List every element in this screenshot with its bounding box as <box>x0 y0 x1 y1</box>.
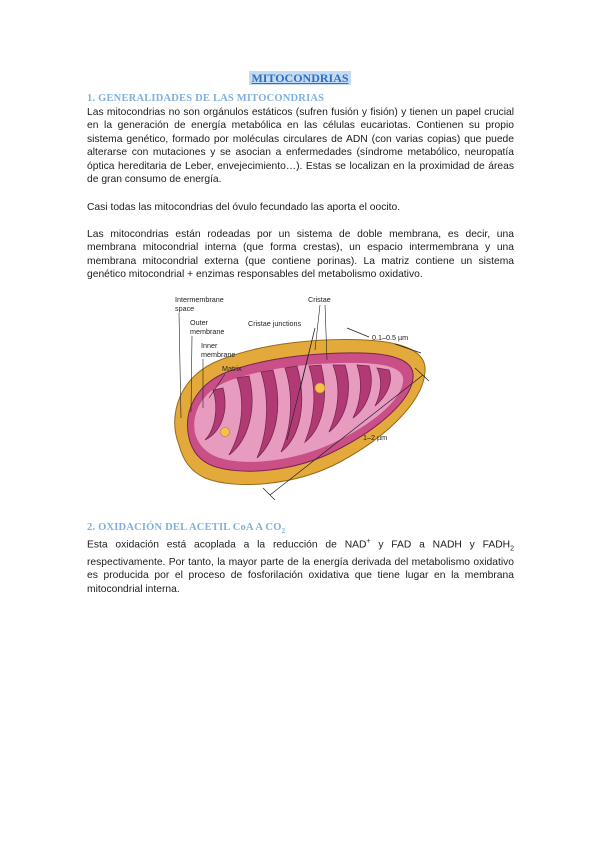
section-2-text-3: respectivamente. Por tanto, la mayor parte de la energía derivada del metabolismo oxidativo es producida por el proceso de fosforilación oxidativa que tiene lugar en la membrana mitocondrial interna. <box>87 556 514 595</box>
section-2-text-1: Esta oxidación está acoplada a la reducción de NAD <box>87 539 367 551</box>
section-2-text-2: y FAD a NADH y FADH <box>370 539 511 551</box>
section-2-heading <box>87 522 285 535</box>
label-inner-membrane: membrane <box>201 350 236 359</box>
label-matrix: Matrix <box>222 364 242 373</box>
label-inner: Inner <box>201 341 218 350</box>
label-space: space <box>175 304 195 313</box>
mitochondrion-diagram <box>165 290 440 500</box>
section-2-sup: + <box>366 538 371 545</box>
label-outer: Outer <box>190 318 208 327</box>
section-1-heading: 1. GENERALIDADES DE LAS MITOCONDRIAS <box>87 93 325 104</box>
label-outer-membrane: membrane <box>190 327 225 336</box>
section-2-heading-text: 2. OXIDACIÓN DEL ACETIL CoA A CO <box>87 522 282 533</box>
label-cristae-junctions: Cristae junctions <box>248 319 302 328</box>
label-length-dimension: 1–2 µm <box>363 433 388 442</box>
section-2-sub: 2 <box>510 545 514 553</box>
section-1-paragraph-1: Las mitocondrias no son orgánulos estáticos (sufren fusión y fisión) y tienen un papel crucial en la generación de energía metabólica en las células eucariotas. Contienen su propio sistema genético, formado por moléculas circulares de ADN (con varias copias) que puede alterarse con mutaciones y se asocian a enfermedades (síndrome metabólico, neuropatía óptica hereditaria de Leber, envejecimiento…). Estas se localizan en la proximidad de áreas de gran consumo de energía. <box>87 107 514 186</box>
granule-1 <box>221 428 230 437</box>
granule-2 <box>315 383 325 393</box>
label-intermembrane: Intermembrane <box>175 295 224 304</box>
label-width-dimension: 0.1–0.5 µm <box>372 333 409 342</box>
document-title: MITOCONDRIAS <box>251 71 349 85</box>
section-2-heading-subscript: 2 <box>281 527 286 536</box>
section-1-paragraph-2: Casi todas las mitocondrias del óvulo fecundado las aporta el oocito. <box>87 202 401 213</box>
document-title-wrap <box>0 69 600 87</box>
section-1-paragraph-3: Las mitocondrias están rodeadas por un sistema de doble membrana, es decir, una membrana mitocondrial interna (que forma crestas), un espacio intermembrana y una membrana mitocondrial externa (que contiene porinas). La matriz contiene un sistema genético mitocondrial + enzimas responsables del metabolismo oxidativo. <box>87 229 514 281</box>
label-cristae: Cristae <box>308 295 331 304</box>
mitochondrion-figure <box>165 290 440 500</box>
section-2-paragraph <box>87 535 514 596</box>
